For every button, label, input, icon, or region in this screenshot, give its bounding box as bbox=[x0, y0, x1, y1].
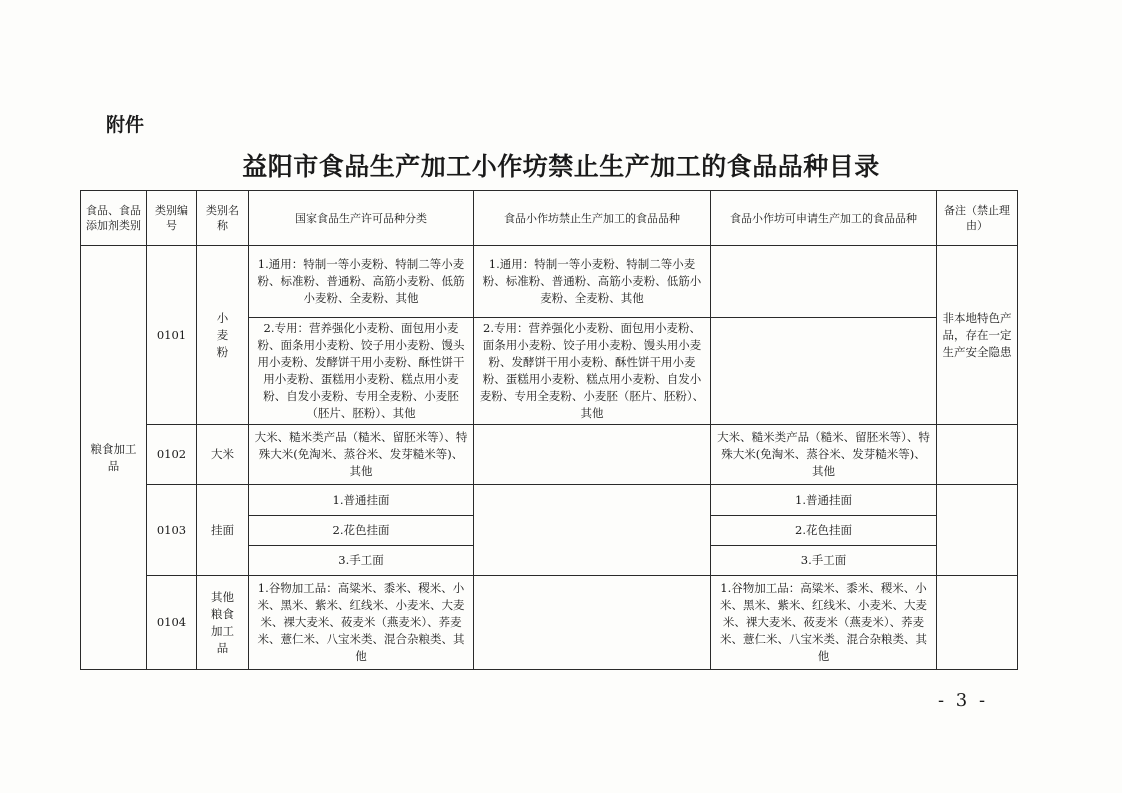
allowed-cell bbox=[711, 246, 937, 318]
header-class-no: 类别编号 bbox=[147, 191, 197, 246]
remark-cell bbox=[937, 485, 1018, 576]
national-cell: 3.手工面 bbox=[249, 546, 474, 576]
prohibited-cell: 1.通用：特制一等小麦粉、特制二等小麦粉、标准粉、普通粉、高筋小麦粉、低筋小麦粉、全麦粉、其他 bbox=[474, 246, 711, 318]
page-number: - 3 - bbox=[938, 690, 989, 711]
food-catalog-table bbox=[80, 190, 1018, 670]
header-class-name: 类别名称 bbox=[197, 191, 249, 246]
header-national: 国家食品生产许可品种分类 bbox=[249, 191, 474, 246]
prohibited-cell: 2.专用：营养强化小麦粉、面包用小麦粉、面条用小麦粉、饺子用小麦粉、馒头用小麦粉、发酵饼干用小麦粉、酥性饼干用小麦粉、蛋糕用小麦粉、糕点用小麦粉、自发小麦粉、专用全麦粉、小麦胚（胚片、胚粉）、其他 bbox=[474, 318, 711, 425]
allowed-cell: 大米、糙米类产品（糙米、留胚米等）、特殊大米(免淘米、蒸谷米、发芽糙米等)、其他 bbox=[711, 425, 937, 485]
class-no-cell: 0104 bbox=[147, 576, 197, 670]
national-cell: 大米、糙米类产品（糙米、留胚米等）、特殊大米(免淘米、蒸谷米、发芽糙米等)、其他 bbox=[249, 425, 474, 485]
remark-cell bbox=[937, 576, 1018, 670]
remark-cell bbox=[937, 425, 1018, 485]
allowed-cell: 2.花色挂面 bbox=[711, 516, 937, 546]
national-cell: 2.专用：营养强化小麦粉、面包用小麦粉、面条用小麦粉、饺子用小麦粉、馒头用小麦粉、发酵饼干用小麦粉、酥性饼干用小麦粉、蛋糕用小麦粉、糕点用小麦粉、自发小麦粉、专用全麦粉、小麦胚（胚片、胚粉）、其他 bbox=[249, 318, 474, 425]
class-no-cell: 0102 bbox=[147, 425, 197, 485]
class-no-cell: 0101 bbox=[147, 246, 197, 425]
header-row bbox=[81, 191, 1018, 246]
allowed-cell bbox=[711, 318, 937, 425]
class-name-cell: 其他粮食加工品 bbox=[197, 576, 249, 670]
page-title: 益阳市食品生产加工小作坊禁止生产加工的食品品种目录 bbox=[242, 152, 880, 181]
prohibited-cell bbox=[474, 576, 711, 670]
attachment-label: 附件 bbox=[106, 114, 145, 136]
category-cell: 粮食加工品 bbox=[81, 246, 147, 670]
header-category: 食品、食品添加剂类别 bbox=[81, 191, 147, 246]
header-prohibited: 食品小作坊禁止生产加工的食品品种 bbox=[474, 191, 711, 246]
table-row bbox=[81, 576, 1018, 670]
class-name-cell: 小麦粉 bbox=[197, 246, 249, 425]
national-cell: 1.谷物加工品：高粱米、黍米、稷米、小米、黑米、紫米、红线米、小麦米、大麦米、裸大麦米、莜麦米（燕麦米）、荞麦米、薏仁米、八宝米类、混合杂粮类、其他 bbox=[249, 576, 474, 670]
prohibited-cell bbox=[474, 425, 711, 485]
allowed-cell: 1.谷物加工品：高粱米、黍米、稷米、小米、黑米、紫米、红线米、小麦米、大麦米、裸大麦米、莜麦米（燕麦米）、荞麦米、薏仁米、八宝米类、混合杂粮类、其他 bbox=[711, 576, 937, 670]
national-cell: 1.通用：特制一等小麦粉、特制二等小麦粉、标准粉、普通粉、高筋小麦粉、低筋小麦粉、全麦粉、其他 bbox=[249, 246, 474, 318]
table-row bbox=[81, 246, 1018, 318]
header-remark: 备注（禁止理由） bbox=[937, 191, 1018, 246]
remark-cell: 非本地特色产品，存在一定生产安全隐患 bbox=[937, 246, 1018, 425]
allowed-cell: 1.普通挂面 bbox=[711, 485, 937, 516]
class-name-cell: 大米 bbox=[197, 425, 249, 485]
national-cell: 2.花色挂面 bbox=[249, 516, 474, 546]
prohibited-cell bbox=[474, 485, 711, 576]
table-row bbox=[81, 425, 1018, 485]
national-cell: 1.普通挂面 bbox=[249, 485, 474, 516]
class-no-cell: 0103 bbox=[147, 485, 197, 576]
table-row bbox=[81, 485, 1018, 516]
class-name-cell: 挂面 bbox=[197, 485, 249, 576]
allowed-cell: 3.手工面 bbox=[711, 546, 937, 576]
header-allowed: 食品小作坊可申请生产加工的食品品种 bbox=[711, 191, 937, 246]
